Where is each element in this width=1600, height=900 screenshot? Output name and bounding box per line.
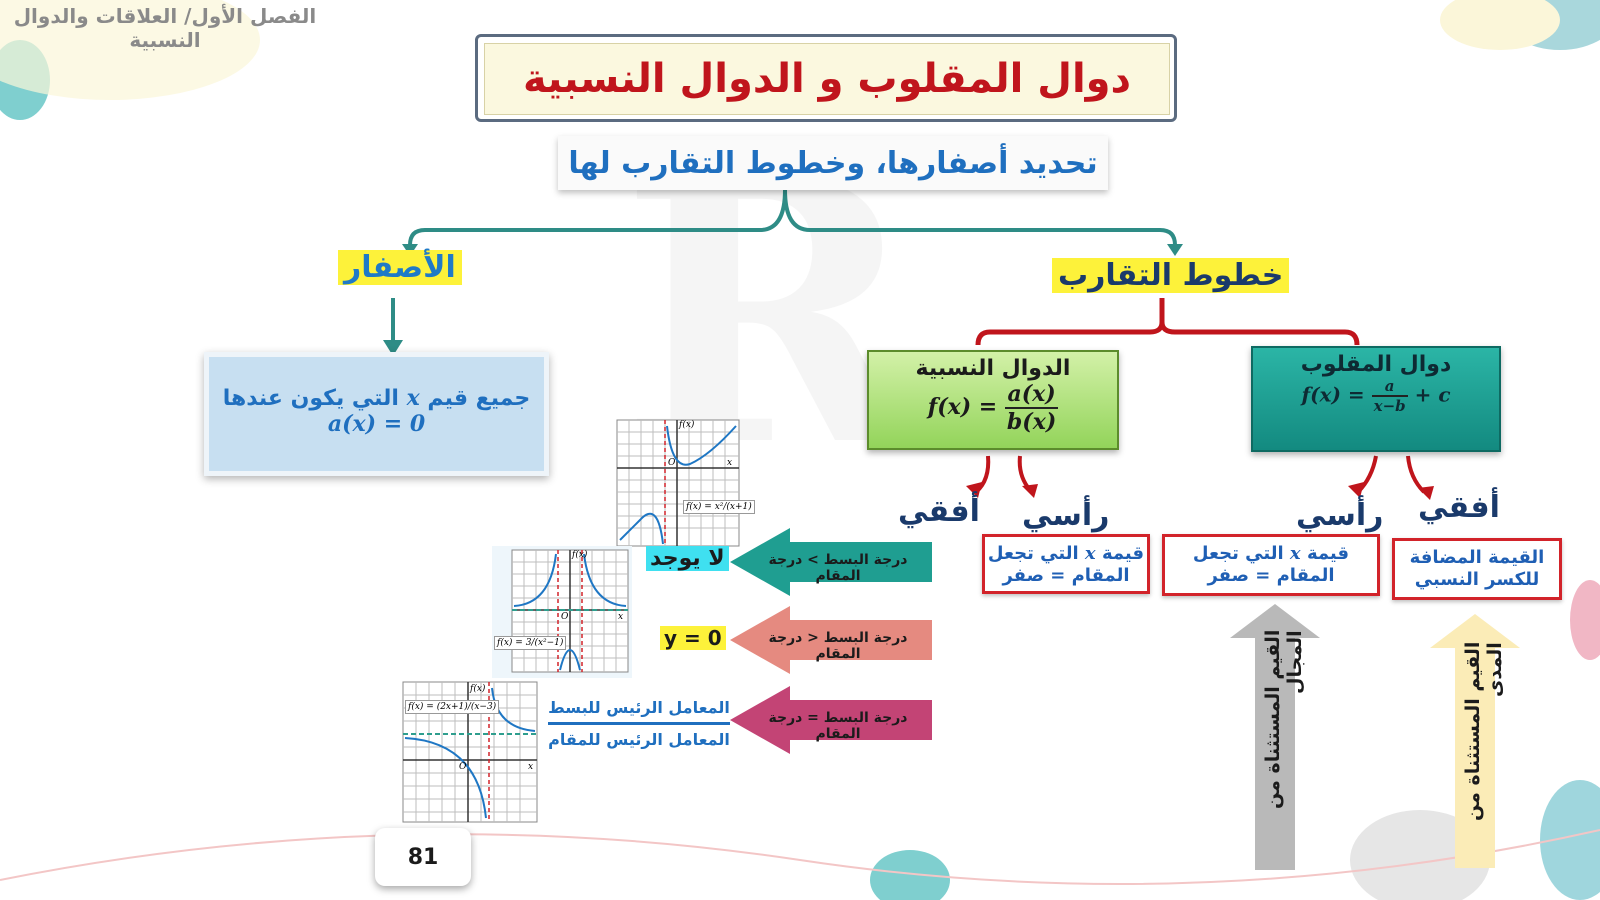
- arrow-inverse-horizontal: [1408, 456, 1424, 492]
- rational-vertical-line1: [985, 543, 1147, 565]
- graph-1-frame: [617, 420, 739, 546]
- inverse-functions-box: [1251, 346, 1501, 452]
- inverse-lhs: f(x) =: [1301, 382, 1365, 407]
- iv-before: قيمة: [1306, 543, 1350, 564]
- inverse-vertical-label: رأسي: [1296, 498, 1384, 533]
- graph-1-origin: O: [668, 458, 676, 468]
- rv-after: التي تجعل: [987, 543, 1079, 564]
- rule-3-numerator: المعامل الرئيس للبسط: [548, 698, 730, 717]
- graph-3-label: f(x) = (2x+1)/(x−3): [405, 700, 499, 714]
- zeros-text-before: جميع قيم: [427, 386, 531, 411]
- inverse-horizontal-box: [1392, 538, 1562, 600]
- inverse-den: x−b: [1373, 397, 1406, 415]
- inverse-horizontal-line2: للكسر النسبي: [1414, 569, 1540, 590]
- zeros-equation: a(x) = 0: [327, 411, 426, 437]
- rv-before: قيمة: [1101, 543, 1145, 564]
- graph-1-x-label: x: [727, 458, 733, 468]
- graph-3-axis-label: f(x): [470, 684, 486, 694]
- graph-2-axis-label: f(x): [572, 550, 588, 560]
- rule-3-result: [548, 698, 730, 749]
- chapter-line-1: الفصل الأول/ العلاقات والدوال: [13, 4, 317, 28]
- excluded-range-text: القيم المستثناة من المدى: [1462, 642, 1506, 822]
- rational-lhs: f(x) =: [927, 394, 998, 420]
- inverse-vertical-box: [1162, 534, 1380, 596]
- asym-connector-right: [1162, 298, 1357, 345]
- inverse-formula: [1253, 377, 1499, 415]
- rule-1-result: لا يوجد: [646, 546, 729, 571]
- chapter-line-2: النسبية: [129, 28, 201, 52]
- rational-formula: [869, 381, 1117, 435]
- graph-1-label: f(x) = x²/(x+1): [683, 500, 755, 514]
- inverse-vertical-line1: [1165, 543, 1377, 565]
- excluded-domain-text: القيم المستثناة من المجال: [1262, 630, 1306, 810]
- corner-blob: [1570, 580, 1600, 660]
- arrowhead: [1022, 484, 1038, 498]
- inverse-horizontal-line1: القيمة المضافة: [1409, 547, 1545, 568]
- inverse-fraction: [1372, 377, 1408, 415]
- fraction-bar: [548, 722, 730, 725]
- arrow-rational-vertical: [1020, 456, 1030, 490]
- rule-3-denominator: المعامل الرئيس للمقام: [548, 730, 730, 749]
- arrowhead: [1348, 482, 1364, 498]
- rational-functions-box: [867, 350, 1119, 450]
- rational-horizontal-label: أفقي: [898, 494, 980, 529]
- subtitle: تحديد أصفارها، وخطوط التقارب لها: [558, 136, 1108, 190]
- rational-den: b(x): [1006, 409, 1057, 435]
- corner-blob: [870, 850, 950, 900]
- inverse-title: دوال المقلوب: [1300, 352, 1452, 377]
- rational-fraction: [1005, 381, 1058, 435]
- asymptotes-label: خطوط التقارب: [1052, 258, 1289, 293]
- graph-2-label: f(x) = 3/(x²−1): [494, 636, 566, 650]
- graph-1: [617, 420, 739, 546]
- graph-2-origin: O: [561, 612, 569, 622]
- title-box: [475, 34, 1177, 122]
- inverse-vertical-line2: المقام = صفر: [1207, 565, 1335, 586]
- rational-vertical-box: [982, 534, 1150, 594]
- graph-3-origin: O: [459, 762, 467, 772]
- iv-after: التي تجعل: [1192, 543, 1284, 564]
- zeros-text-after: التي يكون عندها: [222, 386, 399, 411]
- chapter-heading: [0, 4, 330, 52]
- zeros-box: [204, 352, 549, 476]
- inverse-rhs: + c: [1414, 382, 1451, 407]
- iv-var: x: [1289, 543, 1301, 564]
- zeros-var: x: [406, 385, 420, 411]
- zeros-label: الأصفار: [338, 250, 462, 285]
- zeros-description: [209, 385, 544, 411]
- rule-2-result: y = 0: [660, 626, 726, 650]
- rule-2-condition: درجة البسط < درجة المقام: [768, 630, 908, 662]
- rule-1-condition: درجة البسط > درجة المقام: [768, 552, 908, 584]
- rational-num: a(x): [1005, 381, 1058, 409]
- rv-var: x: [1084, 543, 1096, 564]
- arrowhead: [1167, 244, 1183, 256]
- graph-1-axis-label: f(x): [679, 420, 695, 430]
- page-title: دوال المقلوب و الدوال النسبية: [484, 43, 1170, 115]
- inverse-horizontal-label: أفقي: [1418, 490, 1500, 525]
- rational-vertical-label: رأسي: [1022, 498, 1110, 533]
- graph-2-x-label: x: [618, 612, 624, 622]
- rule-3-condition: درجة البسط = درجة المقام: [768, 710, 908, 742]
- graph-3-x-label: x: [528, 762, 534, 772]
- rational-vertical-line2: المقام = صفر: [1002, 565, 1130, 586]
- inverse-num: a: [1372, 377, 1408, 397]
- page-number: 81: [375, 828, 471, 886]
- rational-title: الدوال النسبية: [915, 356, 1071, 381]
- asym-connector-left: [978, 298, 1162, 345]
